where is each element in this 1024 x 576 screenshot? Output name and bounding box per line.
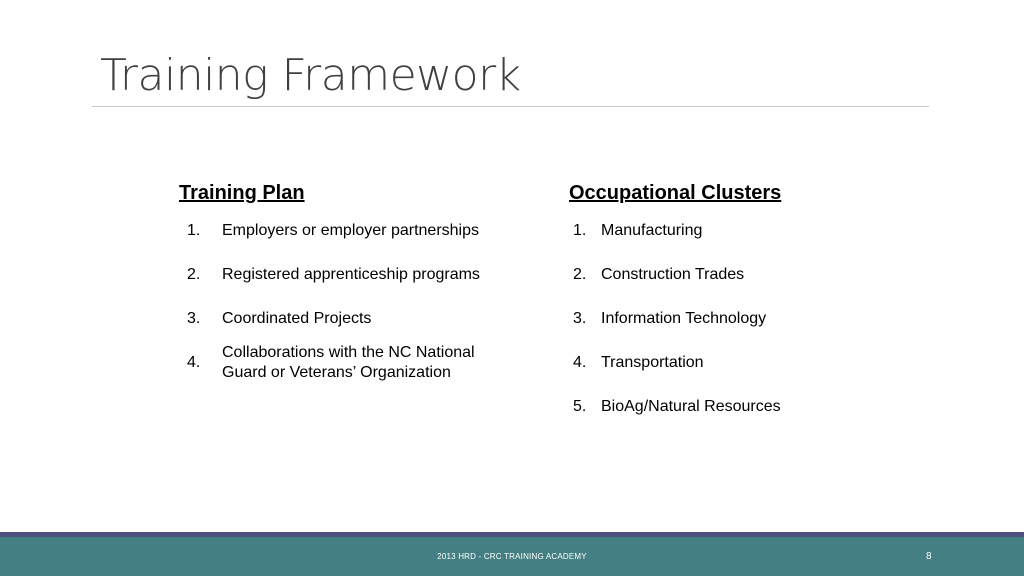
item-number: 2. (187, 266, 201, 283)
slide-title: Training Framework (100, 50, 521, 101)
footer-text: 2013 HRD - CRC TRAINING ACADEMY (437, 552, 587, 561)
item-text: Manufacturing (601, 222, 703, 239)
item-number: 3. (187, 310, 201, 327)
item-text-line-1: Collaborations with the NC National (222, 344, 475, 361)
item-text: Construction Trades (601, 266, 745, 283)
item-text: Information Technology (601, 310, 767, 327)
item-number: 1. (573, 222, 587, 239)
item-number: 4. (573, 354, 587, 371)
item-number: 5. (573, 398, 587, 415)
item-text: Coordinated Projects (222, 310, 372, 327)
occupational-clusters-heading: Occupational Clusters (569, 182, 782, 204)
item-text: Employers or employer partnerships (222, 222, 479, 239)
title-divider (92, 106, 929, 107)
item-number: 3. (573, 310, 587, 327)
item-text: Registered apprenticeship programs (222, 266, 480, 283)
page-number: 8 (926, 551, 932, 562)
item-number: 4. (187, 354, 201, 371)
item-text-line-2: Guard or Veterans’ Organization (222, 364, 451, 381)
item-text: Transportation (601, 354, 704, 371)
item-number: 2. (573, 266, 587, 283)
item-text: BioAg/Natural Resources (601, 398, 781, 415)
training-plan-heading: Training Plan (179, 182, 305, 204)
item-number: 1. (187, 222, 201, 239)
